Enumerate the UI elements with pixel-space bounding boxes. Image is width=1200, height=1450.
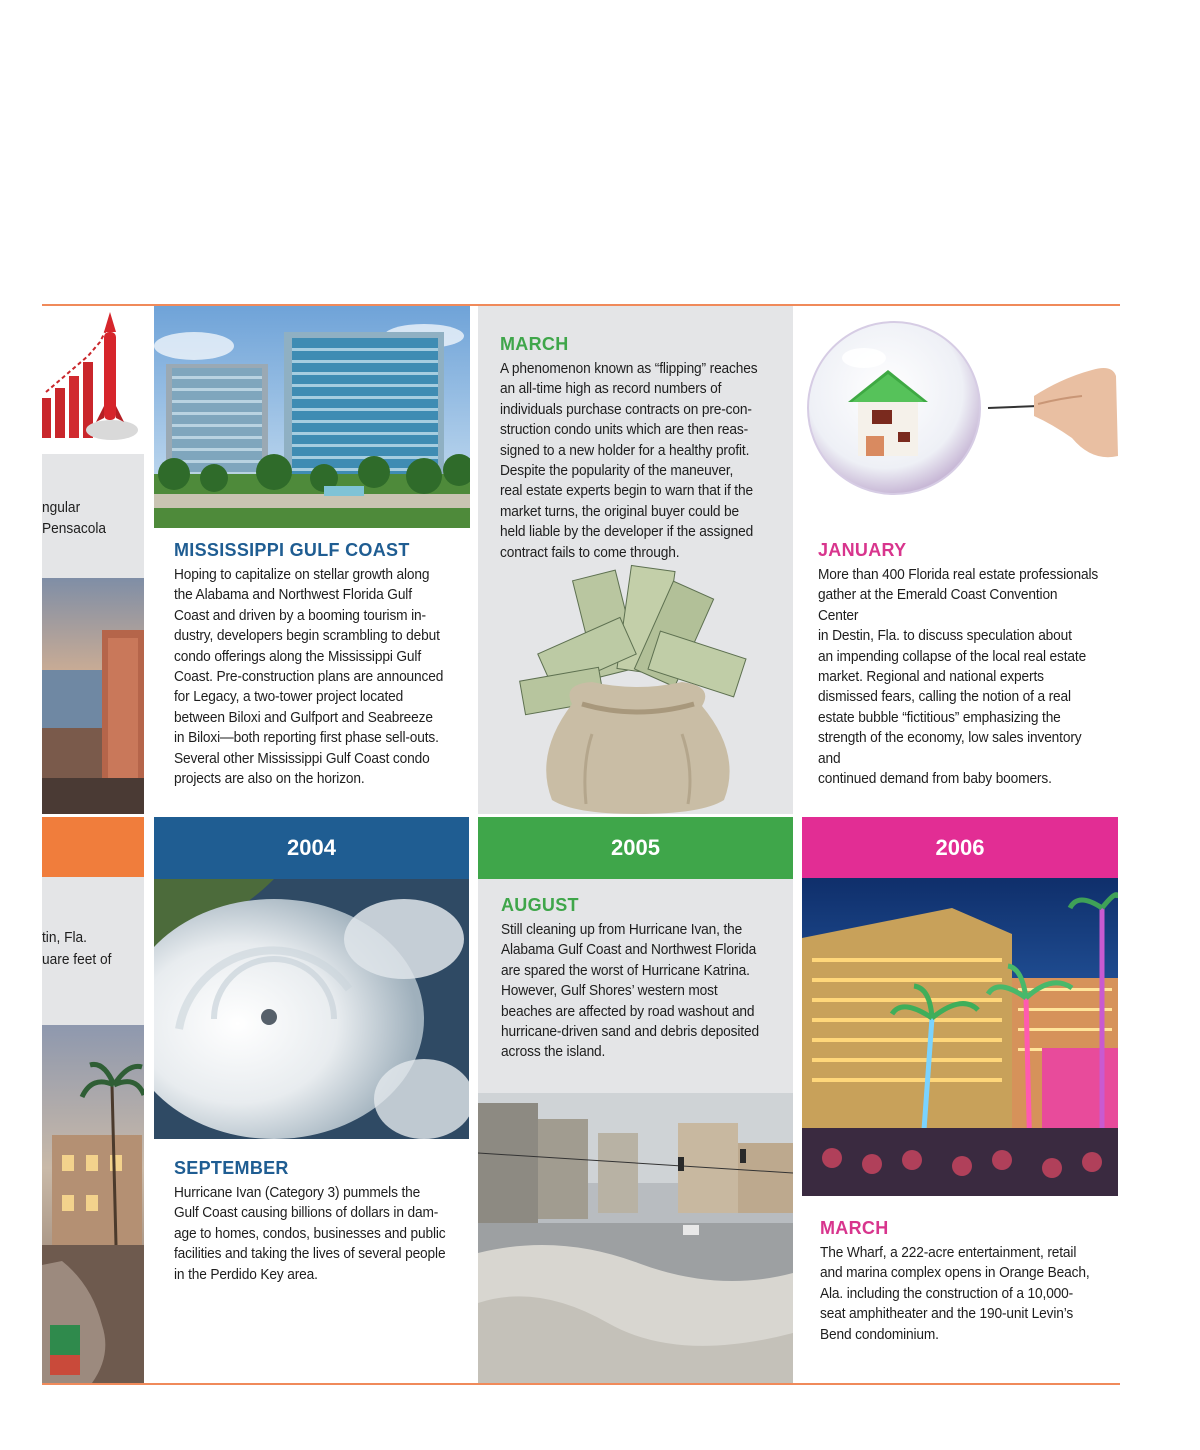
august-2005-panel xyxy=(478,879,793,1093)
january-line-4: an impending collapse of the local real estate xyxy=(818,648,1087,665)
january-line-5: market. Regional and national experts xyxy=(818,669,1044,686)
year-band-2006: 2006 xyxy=(802,817,1118,878)
march-2005-line-6: Despite the popularity of the maneuver, xyxy=(500,463,734,480)
january-line-6: dismissed fears, calling the notion of a real xyxy=(818,689,1071,706)
march-2005-line-1: A phenomenon known as “flipping” reaches xyxy=(500,361,758,377)
left-column-text-panel xyxy=(42,454,144,578)
mississippi-line-9: in Biloxi—both reporting first phase sell-outs. xyxy=(174,730,439,747)
march-2005-section xyxy=(500,334,790,563)
left-fragment-line-2: Pensacola xyxy=(42,521,107,537)
mississippi-heading: MISSISSIPPI GULF COAST xyxy=(174,540,410,560)
january-line-7: estate bubble “fictitious” emphasizing the xyxy=(818,709,1061,726)
march-2005-line-7: real estate experts begin to warn that if the xyxy=(500,483,753,500)
bottom-rule xyxy=(42,1383,1120,1385)
condo-towers-image xyxy=(154,306,470,528)
march-2005-line-3: individuals purchase contracts on pre-con- xyxy=(500,401,752,418)
mississippi-line-6: Coast. Pre-construction plans are announced xyxy=(174,669,444,686)
mississippi-line-11: projects are also on the horizon. xyxy=(174,771,365,788)
august-line-1: Still cleaning up from Hurricane Ivan, the xyxy=(501,922,743,938)
september-heading: SEPTEMBER xyxy=(174,1158,289,1178)
mississippi-line-7: for Legacy, a two-tower project located xyxy=(174,689,404,706)
january-line-2: gather at the Emerald Coast Convention Center xyxy=(818,587,1058,624)
january-heading: JANUARY xyxy=(818,540,907,560)
march-2006-section xyxy=(820,1218,1120,1345)
wharf-night-image xyxy=(802,878,1118,1196)
year-band-2004: 2004 xyxy=(154,817,469,879)
september-2004-section xyxy=(174,1158,474,1285)
september-line-4: facilities and taking the lives of several people xyxy=(174,1246,446,1263)
storm-debris-road-image xyxy=(478,1093,793,1383)
august-2005-section xyxy=(501,895,791,1063)
march-2005-line-4: struction condo units which are then reas- xyxy=(500,422,748,439)
march-2005-heading: MARCH xyxy=(500,334,569,354)
mississippi-line-5: condo offerings along the Mississippi Gulf xyxy=(174,648,421,665)
march-2006-line-3: Ala. including the construction of a 10,000- xyxy=(820,1285,1074,1302)
left-fragment-line-3: tin, Fla. xyxy=(42,930,87,946)
hurricane-satellite-image xyxy=(154,879,469,1139)
mississippi-section xyxy=(174,540,474,789)
left-column-text-panel-2 xyxy=(42,877,144,1025)
mississippi-line-1: Hoping to capitalize on stellar growth along xyxy=(174,567,430,583)
year-band-2005: 2005 xyxy=(478,817,793,879)
march-2005-line-10: contract fails to come through. xyxy=(500,544,680,561)
left-column-rocket-chart-image xyxy=(42,306,144,454)
august-line-5: beaches are affected by road washout and xyxy=(501,1003,755,1020)
january-line-3: in Destin, Fla. to discuss speculation about xyxy=(818,628,1072,645)
september-line-2: Gulf Coast causing billions of dollars in dam- xyxy=(174,1205,439,1222)
august-line-6: hurricane-driven sand and debris deposited xyxy=(501,1024,759,1041)
mississippi-line-3: Coast and driven by a booming tourism in- xyxy=(174,607,426,624)
mississippi-line-2: the Alabama and Northwest Florida Gulf xyxy=(174,587,412,604)
march-2005-line-9: held liable by the developer if the assigned xyxy=(500,524,754,541)
march-2006-line-2: and marina complex opens in Orange Beach, xyxy=(820,1265,1090,1282)
september-line-5: in the Perdido Key area. xyxy=(174,1266,318,1283)
january-line-8: strength of the economy, low sales inventory and xyxy=(818,730,1082,767)
housing-bubble-image xyxy=(802,306,1120,530)
mississippi-line-4: dustry, developers begin scrambling to debut xyxy=(174,628,440,645)
left-fragment-line-1: ngular xyxy=(42,500,81,516)
march-2005-line-8: market turns, the original buyer could be xyxy=(500,503,739,520)
august-line-7: across the island. xyxy=(501,1044,606,1061)
march-2006-line-1: The Wharf, a 222-acre entertainment, retail xyxy=(820,1245,1077,1261)
left-column-beach-tower-image xyxy=(42,578,144,814)
mississippi-line-8: between Biloxi and Gulfport and Seabreeze xyxy=(174,709,433,726)
march-2005-line-5: signed to a new holder for a healthy profit. xyxy=(500,442,750,459)
march-2005-line-2: an all-time high as record numbers of xyxy=(500,381,722,398)
march-2005-panel xyxy=(478,306,793,814)
mississippi-line-10: Several other Mississippi Gulf Coast condo xyxy=(174,750,430,767)
january-line-9: continued demand from baby boomers. xyxy=(818,771,1052,788)
august-heading: AUGUST xyxy=(501,895,579,915)
march-2006-heading: MARCH xyxy=(820,1218,889,1238)
january-line-1: More than 400 Florida real estate professionals xyxy=(818,567,1099,583)
august-line-4: However, Gulf Shores’ western most xyxy=(501,983,718,1000)
march-2006-line-5: Bend condominium. xyxy=(820,1326,939,1343)
january-2006-section xyxy=(818,540,1118,789)
august-line-3: are spared the worst of Hurricane Katrina. xyxy=(501,962,750,979)
left-column-resort-image xyxy=(42,1025,144,1383)
september-line-1: Hurricane Ivan (Category 3) pummels the xyxy=(174,1185,421,1201)
august-line-2: Alabama Gulf Coast and Northwest Florida xyxy=(501,942,757,959)
september-line-3: age to homes, condos, businesses and public xyxy=(174,1225,446,1242)
money-bag-image xyxy=(502,564,772,814)
march-2006-line-4: seat amphitheater and the 190-unit Levin’s xyxy=(820,1306,1074,1323)
left-fragment-line-4: uare feet of xyxy=(42,952,112,968)
left-column-orange-band xyxy=(42,817,144,877)
